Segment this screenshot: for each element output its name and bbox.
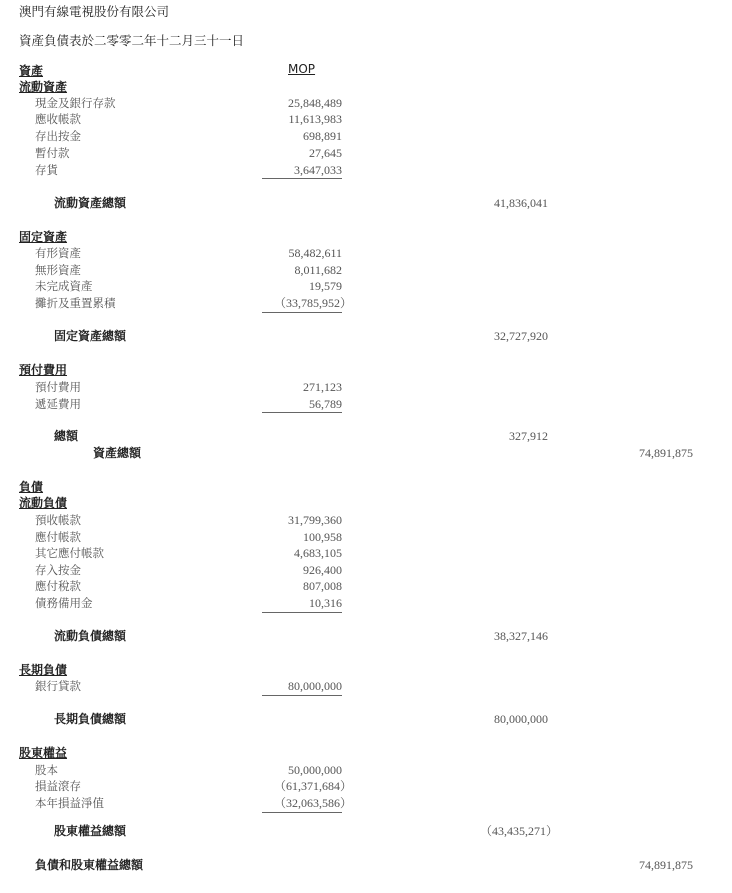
item-label: 無形資產 xyxy=(35,263,81,277)
assets-grand-total-label: 資產總額 xyxy=(93,446,142,460)
item-label: 應付稅款 xyxy=(35,579,81,593)
subtotal-rule xyxy=(262,695,342,696)
item-label: 存貨 xyxy=(35,163,58,177)
equity-total: （43,435,271） xyxy=(479,824,558,838)
item-label: 現金及銀行存款 xyxy=(35,96,116,110)
prepaid-heading: 預付費用 xyxy=(19,363,68,377)
item-label: 存出按金 xyxy=(35,129,81,143)
item-value: （61,371,684） xyxy=(273,779,352,793)
item-label: 預收帳款 xyxy=(35,513,81,527)
currency-label: MOP xyxy=(288,62,316,76)
item-value: 80,000,000 xyxy=(288,679,342,693)
liabilities-equity-grand-total: 74,891,875 xyxy=(639,858,693,872)
item-value: 11,613,983 xyxy=(288,112,342,126)
item-value: （33,785,952） xyxy=(273,296,352,310)
item-value: 271,123 xyxy=(303,380,342,394)
company-name: 澳門有線電視股份有限公司 xyxy=(19,4,170,19)
current-liabilities-heading: 流動負債 xyxy=(19,496,68,510)
item-value: 31,799,360 xyxy=(288,513,342,527)
long-term-total: 80,000,000 xyxy=(494,712,548,726)
item-value: 56,789 xyxy=(309,397,342,411)
item-value: （32,063,586） xyxy=(273,796,352,810)
equity-heading: 股東權益 xyxy=(19,746,68,760)
liabilities-heading: 負債 xyxy=(19,480,44,494)
long-term-total-label: 長期負債總額 xyxy=(54,712,127,726)
subtotal-rule xyxy=(262,178,342,179)
item-label: 遞延費用 xyxy=(35,397,81,411)
item-value: 926,400 xyxy=(303,563,342,577)
item-label: 預付費用 xyxy=(35,380,81,394)
equity-total-label: 股東權益總額 xyxy=(54,824,127,838)
current-assets-total: 41,836,041 xyxy=(494,196,548,210)
item-label: 應收帳款 xyxy=(35,112,81,126)
item-value: 807,008 xyxy=(303,579,342,593)
prepaid-total: 327,912 xyxy=(509,429,548,443)
item-value: 19,579 xyxy=(309,279,342,293)
fixed-assets-total-label: 固定資產總額 xyxy=(54,329,127,343)
subtotal-rule xyxy=(262,412,342,413)
item-label: 應付帳款 xyxy=(35,530,81,544)
item-value: 4,683,105 xyxy=(294,546,342,560)
item-label: 損益滾存 xyxy=(35,779,81,793)
item-label: 有形資產 xyxy=(35,246,81,260)
long-term-heading: 長期負債 xyxy=(19,663,68,677)
item-label: 暫付款 xyxy=(35,146,70,160)
item-label: 銀行貸款 xyxy=(35,679,81,693)
item-label: 攤折及重置累積 xyxy=(35,296,116,310)
item-value: 25,848,489 xyxy=(288,96,342,110)
item-value: 100,958 xyxy=(303,530,342,544)
subtotal-rule xyxy=(262,612,342,613)
statement-title: 資產負債表於二零零二年十二月三十一日 xyxy=(19,33,245,48)
item-value: 698,891 xyxy=(303,129,342,143)
liabilities-equity-total-label: 負債和股東權益總額 xyxy=(35,858,144,872)
item-label: 本年損益淨值 xyxy=(35,796,104,810)
item-value: 10,316 xyxy=(309,596,342,610)
item-label: 未完成資產 xyxy=(35,279,93,293)
assets-heading: 資產 xyxy=(19,64,44,78)
assets-grand-total: 74,891,875 xyxy=(639,446,693,460)
item-value: 50,000,000 xyxy=(288,763,342,777)
item-value: 3,647,033 xyxy=(294,163,342,177)
current-liabilities-total: 38,327,146 xyxy=(494,629,548,643)
subtotal-rule xyxy=(262,312,342,313)
item-value: 27,645 xyxy=(309,146,342,160)
current-liabilities-total-label: 流動負債總額 xyxy=(54,629,127,643)
current-assets-heading: 流動資產 xyxy=(19,80,68,94)
fixed-assets-total: 32,727,920 xyxy=(494,329,548,343)
item-label: 存入按金 xyxy=(35,563,81,577)
current-assets-total-label: 流動資產總額 xyxy=(54,196,127,210)
item-label: 債務備用金 xyxy=(35,596,93,610)
item-value: 58,482,611 xyxy=(288,246,342,260)
item-label: 股本 xyxy=(35,763,58,777)
prepaid-total-label: 總額 xyxy=(54,429,79,443)
item-value: 8,011,682 xyxy=(294,263,342,277)
item-label: 其它應付帳款 xyxy=(35,546,104,560)
fixed-assets-heading: 固定資產 xyxy=(19,230,68,244)
subtotal-rule xyxy=(262,812,342,813)
